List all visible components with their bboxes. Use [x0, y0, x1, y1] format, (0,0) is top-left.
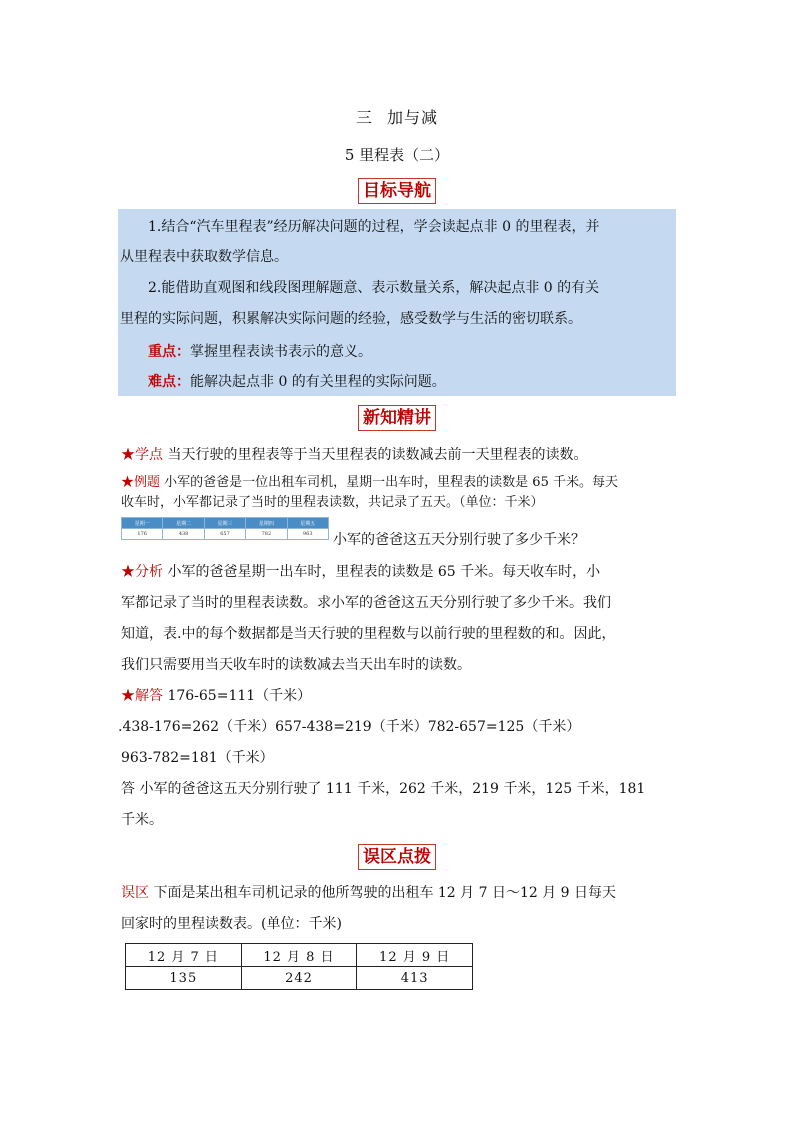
table-header-cell: 星期五 [287, 518, 328, 529]
analysis-line-4: 我们只需要用当天收车时的读数减去当天出车时的读数。 [121, 657, 471, 673]
mistake-label: 误区 [121, 885, 149, 901]
table-header-cell: 星期四 [246, 518, 287, 529]
goal-1-line-2: 从里程表中获取数学信息。 [120, 249, 288, 265]
example-line-1 [121, 473, 618, 493]
table-header-cell: 星期二 [163, 518, 204, 529]
goal-1-line-1: 1.结合“汽车里程表”经历解决问题的过程，学会读起点非 0 的里程表，并 [148, 219, 600, 235]
table-header-row [126, 944, 473, 967]
table-cell: 438 [163, 529, 204, 540]
table-cell: 413 [357, 967, 473, 990]
star-icon: ★ [121, 475, 135, 490]
table-cell: 963 [287, 529, 328, 540]
solution-label: 解答 [135, 688, 163, 704]
lesson-title: 5 里程表（二） [344, 146, 450, 164]
chapter-title: 加与减 [387, 108, 439, 127]
solution-line-2: .438-176=262（千米）657-438=219（千米）782-657=125（千米） [118, 719, 581, 735]
mistake-line-1 [121, 883, 616, 903]
example-label: 例题 [134, 475, 161, 490]
analysis-label: 分析 [135, 564, 163, 580]
table-cell: 782 [246, 529, 287, 540]
analysis-line-1 [121, 562, 600, 582]
table-header-row [122, 518, 329, 529]
star-icon: ★ [121, 447, 135, 463]
mistake-odometer-table [125, 943, 473, 990]
example-text-1: 小军的爸爸是一位出租车司机，星期一出车时，里程表的读数是 65 千米。每天 [160, 475, 618, 490]
chapter-number: 三 [355, 108, 373, 127]
section-goals-heading: 目标导航 [358, 178, 436, 204]
example-question: 小军的爸爸这五天分别行驶了多少千米？ [333, 532, 585, 548]
goal-2-line-2: 里程的实际问题，积累解决实际问题的经验，感受数学与生活的密切联系。 [120, 311, 582, 327]
star-icon: ★ [121, 688, 135, 704]
table-header-cell: 12 月 9 日 [357, 944, 473, 967]
table-header-cell: 12 月 7 日 [126, 944, 242, 967]
solution-line-3: 963-782=181（千米） [121, 750, 274, 766]
table-cell: 657 [204, 529, 245, 540]
table-header-cell: 星期三 [204, 518, 245, 529]
xuedian-text: 当天行驶的里程表等于当天里程表的读数减去前一天里程表的读数。 [163, 447, 588, 463]
difficulty-point [148, 372, 446, 392]
answer-line-2: 千米。 [121, 812, 163, 828]
table-header-cell: 星期一 [122, 518, 163, 529]
difficulty-point-text: 能解决起点非 0 的有关里程的实际问题。 [190, 374, 446, 390]
analysis-text-1: 小军的爸爸星期一出车时，里程表的读数是 65 千米。每天收车时，小 [163, 564, 601, 580]
odometer-mini-table [121, 517, 329, 540]
table-cell: 135 [126, 967, 242, 990]
section-mistake-heading: 误区点拨 [358, 844, 436, 870]
key-point [148, 342, 372, 362]
key-point-label: 重点： [148, 344, 190, 360]
example-line-2: 收车时，小军都记录了当时的里程表读数，共记录了五天。（单位：千米） [121, 495, 544, 510]
difficulty-point-label: 难点： [148, 374, 190, 390]
answer-line-1: 答 小军的爸爸这五天分别行驶了 111 千米，262 千米，219 千米，125 千米，181 [121, 781, 646, 797]
goal-2-line-1: 2.能借助直观图和线段图理解题意、表示数量关系，解决起点非 0 的有关 [148, 280, 600, 296]
xuedian-label: 学点 [135, 447, 163, 463]
section-new-heading: 新知精讲 [358, 405, 436, 431]
mistake-line-2: 回家时的里程读数表。(单位：千米) [121, 916, 342, 932]
star-icon: ★ [121, 564, 135, 580]
mistake-text-1: 下面是某出租车司机记录的他所驾驶的出租车 12 月 7 日～12 月 9 日每天 [149, 885, 617, 901]
goals-box [118, 209, 676, 396]
table-cell: 176 [122, 529, 163, 540]
table-cell: 242 [241, 967, 357, 990]
table-header-cell: 12 月 8 日 [241, 944, 357, 967]
analysis-line-2: 军都记录了当时的里程表读数。求小军的爸爸这五天分别行驶了多少千米。我们 [121, 595, 611, 611]
key-point-text: 掌握里程表读书表示的意义。 [190, 344, 372, 360]
analysis-line-3: 知道，表.中的每个数据都是当天行驶的里程数与以前行驶的里程数的和。因此， [121, 626, 616, 642]
solution-text-1: 176-65=111（千米） [163, 688, 312, 704]
xuedian-paragraph [121, 445, 587, 465]
chapter-heading [0, 105, 794, 128]
table-row [126, 967, 473, 990]
solution-line-1 [121, 686, 311, 706]
table-row [122, 529, 329, 540]
